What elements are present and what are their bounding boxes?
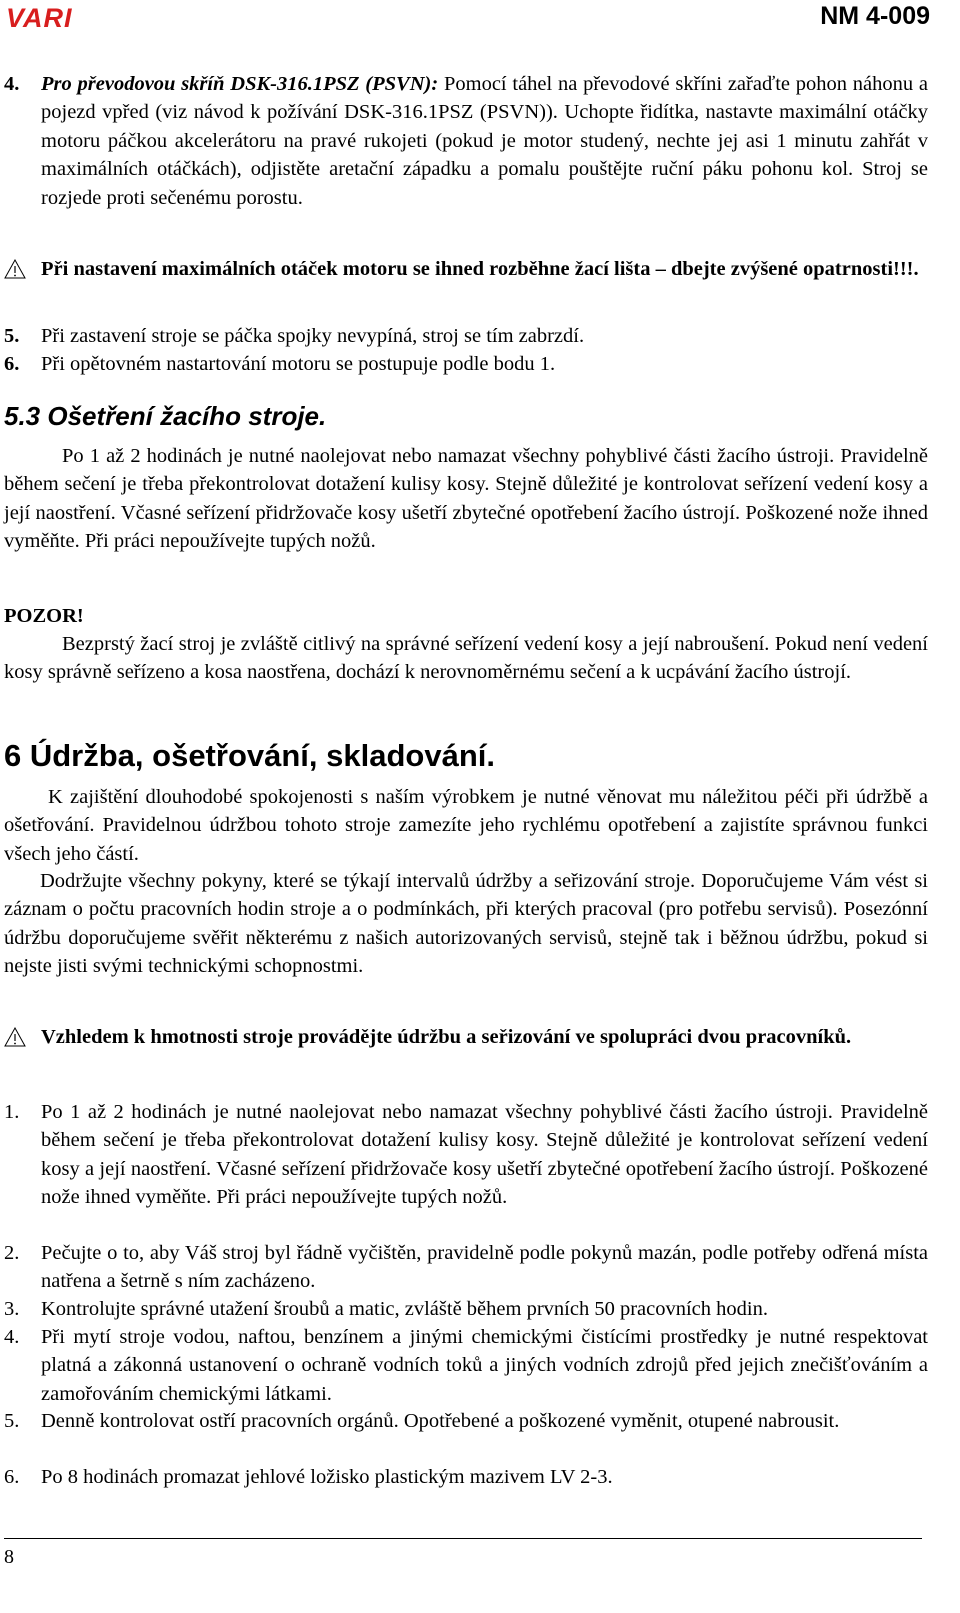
page-number: 8 (4, 1546, 14, 1568)
section-paragraph: K zajištění dlouhodobé spokojenosti s naším výrobkem je nutné věnovat mu náležitou péči při údržbě a ošetřování. Pravidelnou údržbou tohoto stroje zamezíte jeho rychlému opotřebení a zajistíte správnou funkci všech jeho částí. (4, 786, 928, 865)
warning-text: Při nastavení maximálních otáček motoru se ihned rozběhne žací lišta – dbejte zvýšené opatrnosti!!!. (41, 258, 919, 280)
list-item-text: Po 8 hodinách promazat jehlové ložisko plastickým mazivem LV 2-3. (41, 1466, 613, 1488)
item-text: Pomocí táhel na převodové skříni zařaďte pohon náhonu a pojezd vpřed (viz návod k požívání DSK-316.1PSZ (PSVN)). Uchopte řidítka, nastavte maximální otáčky motoru páčkou akcelerátoru na pravé rukojeti (pokud je motor studený, nechte jej asi 1 minutu zahřát v maximálních otáčkách), odjistěte aretační západku a pomalu pouštějte ruční páku pohonu kol. Stroj se rozjede proti sečenému porostu. (41, 73, 929, 209)
list-number: 3. (4, 1298, 20, 1320)
section-heading-6: 6 Údržba, ošetřování, skladování. (4, 738, 495, 773)
list-number: 6. (4, 1466, 20, 1488)
list-number: 4. (4, 73, 20, 95)
list-item-text: Po 1 až 2 hodinách je nutné naolejovat nebo namazat všechny pohyblivé části žacího ústroji. Pravidelně během sečení je třeba překontrolovat dotažení kulisy kosy. Stejně důležité je kontrolovat seřízení vedení kosy a její naostření. Včasné seřízení přidržovače kosy ušetří zbytečné opotřebení žacího ústrojí. Poškozené nože ihned vyměňte. Při práci nepoužívejte tupých nožů. (41, 1101, 928, 1209)
vari-logo: VARI (6, 3, 73, 33)
section-paragraph: Po 1 až 2 hodinách je nutné naolejovat nebo namazat všechny pohyblivé části žacího ústroji. Pravidelně během sečení je třeba překontrolovat dotažení kulisy kosy. Stejně důležité je kontrolovat seřízení vedení kosy a její naostření. Včasné seřízení přidržovače kosy ušetří zbytečné opotřebení žacího ústrojí. Poškozené nože ihned vyměňte. Při práci nepoužívejte tupých nožů. (4, 445, 928, 553)
warning-triangle-icon (4, 259, 26, 279)
document-number: NM 4-009 (820, 2, 930, 30)
list-number: 4. (4, 1326, 20, 1348)
list-number: 6. (4, 353, 20, 375)
warning-text: Vzhledem k hmotnosti stroje provádějte údržbu a seřizování ve spolupráci dvou pracovníků. (41, 1026, 852, 1048)
list-item (4, 1407, 928, 1435)
warning-note (4, 255, 928, 283)
list-item-text: Při opětovném nastartování motoru se postupuje podle bodu 1. (41, 353, 556, 375)
list-item (4, 1463, 928, 1491)
list-item-4 (4, 70, 928, 212)
list-number: 2. (4, 1242, 20, 1264)
footer-divider (4, 1538, 922, 1539)
pozor-paragraph: Bezprstý žací stroj je zvláště citlivý na správné seřízení vedení kosy a její nabroušení. Pokud není vedení kosy správně seřízeno a kosa naostřena, dochází k nerovnoměrnému sečení a k ucpávání žacího ústrojí. (4, 633, 928, 684)
warning-triangle-icon (4, 1027, 26, 1047)
list-number: 1. (4, 1101, 20, 1123)
list-item-text: Při zastavení stroje se páčka spojky nevypíná, stroj se tím zabrzdí. (41, 325, 585, 347)
list-item (4, 1098, 928, 1212)
list-item-6 (4, 350, 928, 378)
warning-note (4, 1023, 928, 1051)
italic-lead: Pro převodovou skříň DSK-316.1PSZ (PSVN): (41, 73, 439, 95)
list-number: 5. (4, 325, 20, 347)
list-item-text (41, 70, 928, 212)
list-item (4, 1323, 928, 1408)
list-item-text: Pečujte o to, aby Váš stroj byl řádně vyčištěn, pravidelně podle pokynů mazán, podle potřeby odřená místa natřena a šetrně s ním zacházeno. (41, 1242, 928, 1293)
list-item-5 (4, 322, 928, 350)
section-paragraph: Dodržujte všechny pokyny, které se týkají intervalů údržby a seřizování stroje. Doporučujeme Vám vést si záznam o počtu pracovních hodin stroje a o podmínkách, při kterých pracoval (pro potřebu servisů). Posezónní údržbu doporučujeme svěřit některému z našich autorizovaných servisů, stejně tak i běžnou údržbu, pokud si nejste jisti svými technickými schopnostmi. (4, 870, 928, 978)
pozor-label: POZOR! (4, 605, 84, 627)
list-item (4, 1295, 928, 1323)
list-item-text: Kontrolujte správné utažení šroubů a matic, zvláště během prvních 50 pracovních hodin. (41, 1298, 768, 1320)
list-item-text: Při mytí stroje vodou, naftou, benzínem a jinými chemickými čistícími prostředky je nutné respektovat platná a zákonná ustanovení o ochraně vodních toků a jiných vodních zdrojů před jejich znečišťováním a zamořováním chemickými látkami. (41, 1326, 928, 1405)
list-item (4, 1239, 928, 1296)
section-heading-5-3: 5.3 Ošetření žacího stroje. (4, 401, 327, 431)
list-item-text: Denně kontrolovat ostří pracovních orgánů. Opotřebené a poškozené vyměnit, otupené nabrousit. (41, 1410, 840, 1432)
list-number: 5. (4, 1410, 20, 1432)
